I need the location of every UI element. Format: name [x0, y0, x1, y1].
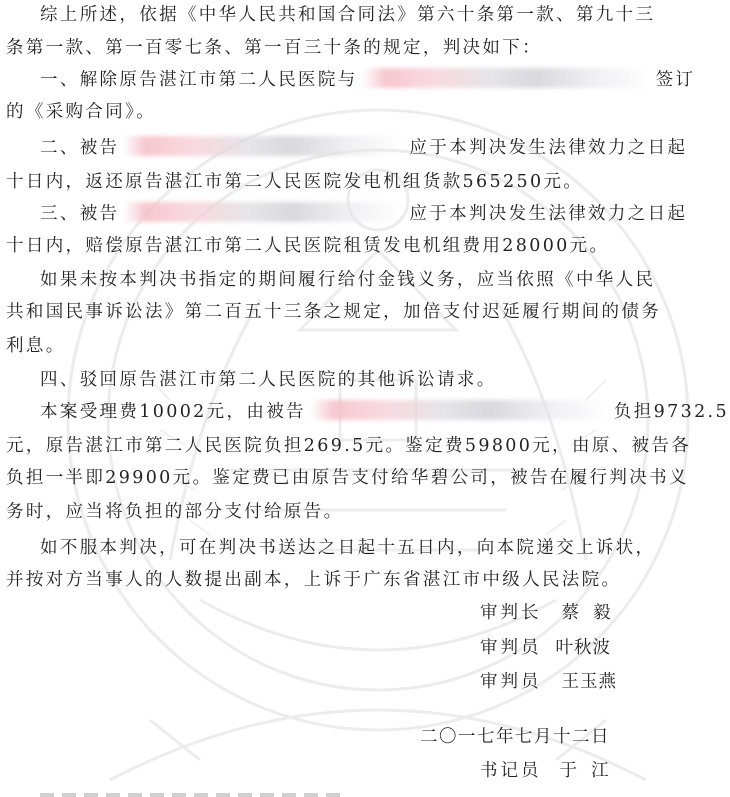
fees-line-4: 务时，应当将负担的部分支付给原告。 — [6, 502, 344, 522]
item-1-line-1: 一、解除原告湛江市第二人民医院与 签订 — [40, 70, 696, 90]
redacted-name — [123, 136, 405, 156]
judge-2: 审判员 王玉燕 — [480, 672, 617, 692]
delay-line-1: 如果未按本判决书指定的期间履行给付金钱义务，应当依照《中华人民 — [40, 270, 656, 290]
fees-line-1: 本案受理费10002元，由被告 负担9732.5 — [40, 402, 729, 422]
redacted-name — [123, 202, 405, 222]
cut-off-next-line — [40, 789, 340, 797]
item-1-line-2: 的《采购合同》。 — [6, 102, 157, 122]
delay-line-2: 共和国民事诉讼法》第二百五十三条之规定，加倍支付迟延履行期间的债务 — [6, 302, 662, 322]
redacted-name — [362, 68, 652, 88]
presiding-judge: 审判长 蔡 毅 — [480, 603, 612, 623]
conclusion-line-1: 综上所述，依据《中华人民共和国合同法》第六十条第一款、第九十三 — [40, 5, 656, 25]
fees-line-3: 负担一半即29900元。鉴定费已由原告支付给华碧公司，被告在履行判决书义 — [6, 468, 689, 488]
redacted-name — [310, 400, 610, 420]
item-3-line-1: 三、被告 应于本判决发生法律效力之日起 — [40, 204, 688, 224]
appeal-line-1: 如不服本判决，可在判决书送达之日起十五日内，向本院递交上诉状， — [40, 538, 656, 558]
court-clerk: 书记员 于 江 — [480, 761, 610, 781]
item-2-line-2: 十日内，返还原告湛江市第二人民医院发电机组货款565250元。 — [6, 172, 584, 192]
delay-line-3: 利息。 — [6, 336, 66, 356]
judgment-date: 二〇一七年七月十二日 — [420, 727, 610, 747]
item-3-line-2: 十日内，赔偿原告湛江市第二人民医院租赁发电机组费用28000元。 — [6, 236, 610, 256]
item-4-line: 四、驳回原告湛江市第二人民医院的其他诉讼请求。 — [40, 370, 497, 390]
judge-1: 审判员 叶秋波 — [480, 638, 611, 658]
conclusion-line-2: 条第一款、第一百零七条、第一百三十条的规定，判决如下： — [6, 38, 542, 58]
item-2-line-1: 二、被告 应于本判决发生法律效力之日起 — [40, 138, 688, 158]
fees-line-2: 元，原告湛江市第二人民医院负担269.5元。鉴定费59800元，由原、被告各 — [6, 436, 692, 456]
appeal-line-2: 并按对方当事人的人数提出副本，上诉于广东省湛江市中级人民法院。 — [6, 570, 622, 590]
